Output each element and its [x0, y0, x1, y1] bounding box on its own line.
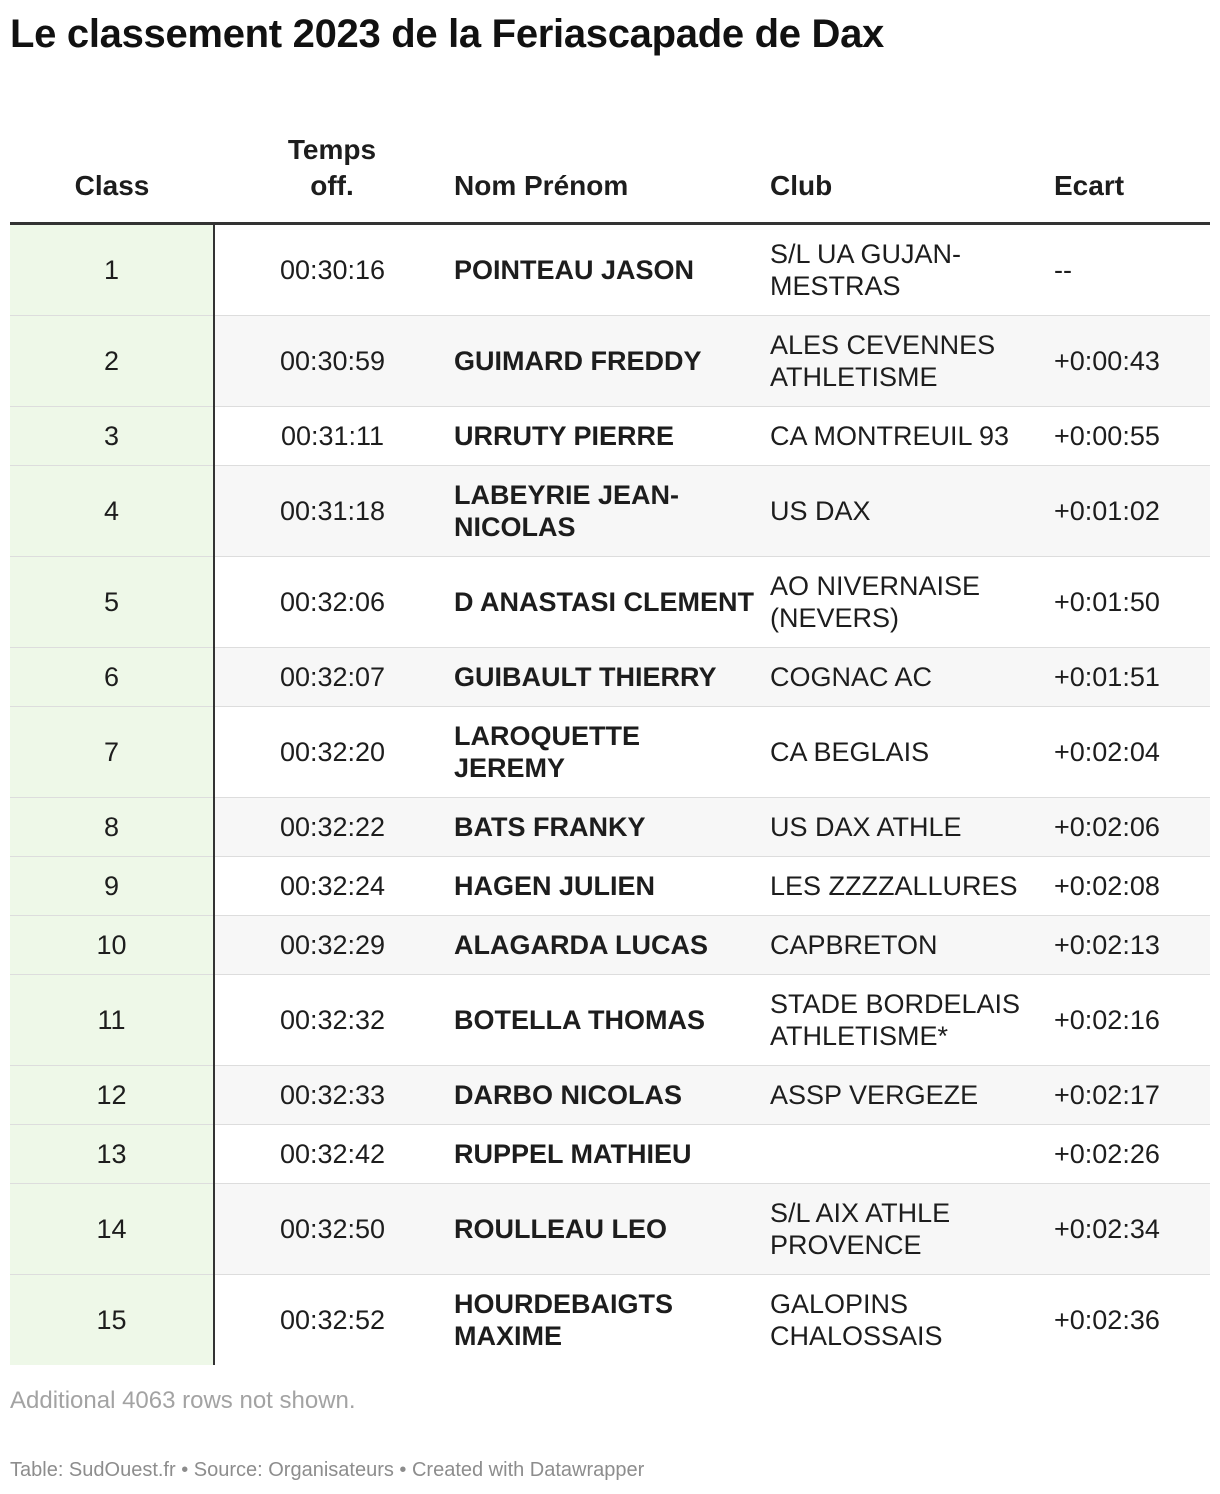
page-title: Le classement 2023 de la Feriascapade de Dax: [10, 12, 884, 56]
cell-time: 00:32:20: [214, 707, 450, 798]
cell-time: 00:32:07: [214, 648, 450, 707]
cell-club: ASSP VERGEZE: [766, 1066, 1052, 1125]
cell-club: CA BEGLAIS: [766, 707, 1052, 798]
column-header-temps[interactable]: [214, 112, 450, 224]
cell-rank: 15: [10, 1275, 214, 1366]
cell-rank: 3: [10, 407, 214, 466]
cell-rank: 11: [10, 975, 214, 1066]
cell-club: STADE BORDELAIS ATHLETISME*: [766, 975, 1052, 1066]
cell-gap: +0:02:04: [1052, 707, 1210, 798]
cell-club: GALOPINS CHALOSSAIS: [770, 1289, 943, 1351]
cell-club: CA MONTREUIL 93: [766, 407, 1052, 466]
cell-gap: +0:01:51: [1052, 648, 1210, 707]
cell-club: US DAX ATHLE: [766, 798, 1052, 857]
cell-time: 00:32:22: [214, 798, 450, 857]
table-row: [10, 975, 1210, 1066]
cell-name: BOTELLA THOMAS: [450, 975, 766, 1066]
cell-time: 00:31:18: [214, 466, 450, 557]
rows-not-shown-note: Additional 4063 rows not shown.: [10, 1387, 356, 1414]
cell-gap: +0:02:34: [1052, 1184, 1210, 1275]
column-header-temps-label: Temps off.: [287, 134, 377, 201]
column-header-club[interactable]: Club: [766, 112, 1052, 224]
table-body: [10, 224, 1210, 1366]
cell-name: HOURDEBAIGTS MAXIME: [454, 1289, 674, 1351]
cell-rank: 10: [10, 916, 214, 975]
cell-name: DARBO NICOLAS: [450, 1066, 766, 1125]
cell-gap: +0:02:26: [1052, 1125, 1210, 1184]
cell-name: D ANASTASI CLEMENT: [450, 557, 766, 648]
cell-gap: +0:01:50: [1052, 557, 1210, 648]
cell-time: 00:32:32: [214, 975, 450, 1066]
cell-time: 00:30:16: [214, 224, 450, 316]
cell-rank: 4: [10, 466, 214, 557]
cell-gap: +0:02:13: [1052, 916, 1210, 975]
cell-name: LAROQUETTE JEREMY: [450, 707, 766, 798]
cell-name: BATS FRANKY: [450, 798, 766, 857]
cell-gap: +0:02:08: [1052, 857, 1210, 916]
cell-name: GUIBAULT THIERRY: [450, 648, 766, 707]
cell-club: CAPBRETON: [766, 916, 1052, 975]
cell-name: GUIMARD FREDDY: [450, 316, 766, 407]
cell-rank: 8: [10, 798, 214, 857]
table-row: [10, 798, 1210, 857]
cell-rank: 5: [10, 557, 214, 648]
cell-gap: --: [1052, 224, 1210, 316]
table-row: [10, 1125, 1210, 1184]
cell-rank: 2: [10, 316, 214, 407]
cell-gap: +0:00:43: [1052, 316, 1210, 407]
cell-club: US DAX: [766, 466, 1052, 557]
cell-time: 00:32:50: [214, 1184, 450, 1275]
cell-name: HAGEN JULIEN: [450, 857, 766, 916]
cell-name: POINTEAU JASON: [450, 224, 766, 316]
cell-club: COGNAC AC: [766, 648, 1052, 707]
cell-gap: +0:02:17: [1052, 1066, 1210, 1125]
cell-time: 00:30:59: [214, 316, 450, 407]
cell-rank: 12: [10, 1066, 214, 1125]
cell-rank: 9: [10, 857, 214, 916]
cell-name: LABEYRIE JEAN-NICOLAS: [450, 466, 766, 557]
table-header-row: [10, 112, 1210, 224]
column-header-nom-prenom[interactable]: Nom Prénom: [450, 112, 766, 224]
cell-gap: +0:02:06: [1052, 798, 1210, 857]
table-row: [10, 1275, 1210, 1366]
table-row: [10, 316, 1210, 407]
cell-club: [766, 1125, 1052, 1184]
cell-rank: 13: [10, 1125, 214, 1184]
footer-credits: Table: SudOuest.fr • Source: Organisateurs • Created with Datawrapper: [10, 1459, 645, 1481]
table-row: [10, 857, 1210, 916]
cell-club: S/L UA GUJAN-MESTRAS: [766, 224, 1052, 316]
cell-time: 00:32:52: [279, 1305, 386, 1335]
table-row: [10, 916, 1210, 975]
cell-gap: +0:00:55: [1052, 407, 1210, 466]
cell-time: 00:32:06: [214, 557, 450, 648]
cell-rank: 14: [10, 1184, 214, 1275]
cell-gap: +0:02:36: [1054, 1305, 1160, 1335]
table-row: [10, 466, 1210, 557]
cell-time: 00:32:29: [214, 916, 450, 975]
cell-gap: +0:02:16: [1052, 975, 1210, 1066]
cell-name: ALAGARDA LUCAS: [450, 916, 766, 975]
table-row: [10, 648, 1210, 707]
cell-club: S/L AIX ATHLE PROVENCE: [766, 1184, 1052, 1275]
cell-club: LES ZZZZALLURES: [766, 857, 1052, 916]
results-table: [10, 112, 1210, 1365]
table-row: [10, 224, 1210, 316]
table-row: [10, 407, 1210, 466]
table-row: [10, 1066, 1210, 1125]
cell-club: ALES CEVENNES ATHLETISME: [766, 316, 1052, 407]
cell-gap: +0:01:02: [1052, 466, 1210, 557]
cell-name: RUPPEL MATHIEU: [450, 1125, 766, 1184]
column-header-class[interactable]: Class: [10, 112, 214, 224]
cell-name: ROULLEAU LEO: [450, 1184, 766, 1275]
cell-club: AO NIVERNAISE (NEVERS): [766, 557, 1052, 648]
cell-time: 00:32:24: [214, 857, 450, 916]
column-header-ecart[interactable]: Ecart: [1052, 112, 1210, 224]
cell-rank: 7: [10, 707, 214, 798]
cell-rank: 6: [10, 648, 214, 707]
cell-time: 00:31:11: [214, 407, 450, 466]
cell-name: URRUTY PIERRE: [450, 407, 766, 466]
table-row: [10, 1184, 1210, 1275]
cell-time: 00:32:33: [214, 1066, 450, 1125]
table-row: [10, 557, 1210, 648]
table-row: [10, 707, 1210, 798]
cell-time: 00:32:42: [214, 1125, 450, 1184]
cell-rank: 1: [10, 224, 214, 316]
